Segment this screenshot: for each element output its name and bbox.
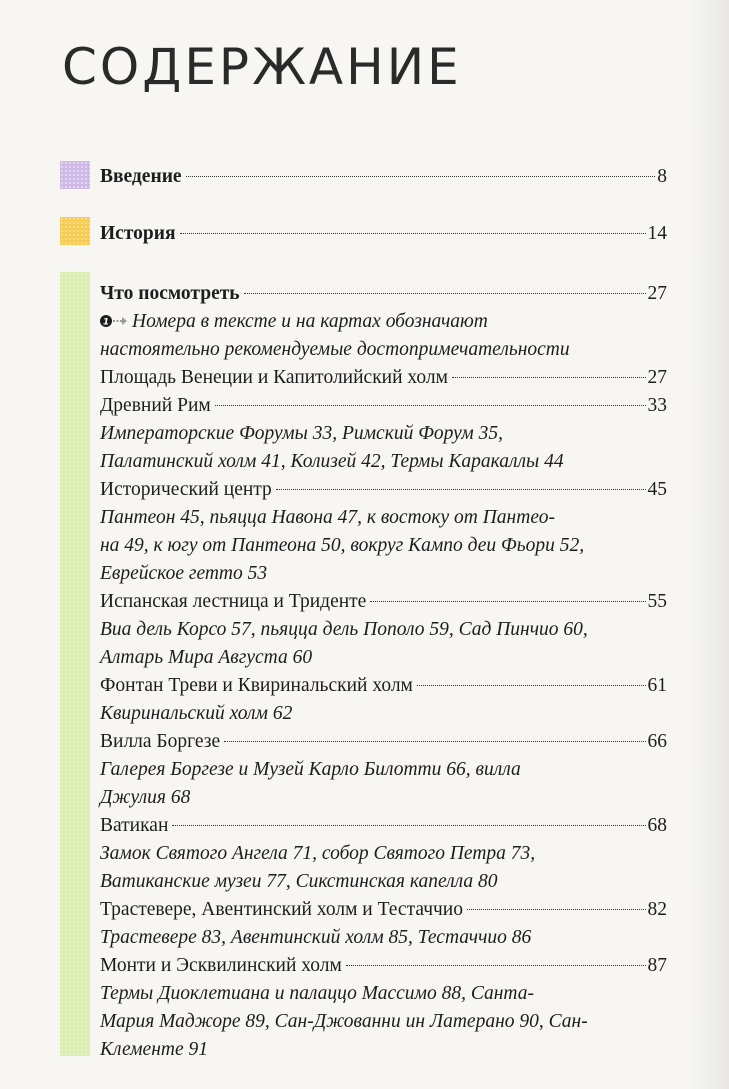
toc-description-line: Еврейское гетто 53 xyxy=(100,563,268,584)
toc-entry[interactable] xyxy=(100,672,667,700)
toc-description-line: Ватиканские музеи 77, Сикстинская капелла 80 xyxy=(100,871,498,892)
dot-leader xyxy=(180,233,646,234)
toc-description-line: Императорские Форумы 33, Римский Форум 35, xyxy=(100,423,503,444)
dot-leader xyxy=(370,601,645,602)
toc-description-line: Алтарь Мира Августа 60 xyxy=(100,647,313,668)
section-color-intro xyxy=(60,161,90,189)
svg-text:1: 1 xyxy=(102,317,110,328)
toc-entry-description xyxy=(100,924,660,952)
toc-entry[interactable] xyxy=(100,728,667,756)
toc-section-intro[interactable] xyxy=(100,163,667,191)
toc-page-number: 68 xyxy=(647,815,667,836)
toc-page-number: 82 xyxy=(647,899,667,920)
toc-entry-label: Испанская лестница и Триденте xyxy=(100,591,367,612)
toc-section-sights[interactable] xyxy=(100,280,667,308)
toc-page-number: 27 xyxy=(647,283,667,304)
toc-description-line: Мария Маджоре 89, Сан-Джованни ин Латерано 90, Сан- xyxy=(100,1011,588,1032)
toc-description-line: Галерея Боргезе и Музей Карло Билотти 66, вилла xyxy=(100,759,521,780)
toc-section-label: История xyxy=(100,223,176,244)
toc-page-number: 87 xyxy=(647,955,667,976)
dot-leader xyxy=(172,825,645,826)
legend-note xyxy=(100,308,660,364)
toc-description-line: Замок Святого Ангела 71, собор Святого Петра 73, xyxy=(100,843,536,864)
toc-page-number: 61 xyxy=(647,675,667,696)
toc-description-line: Термы Диоклетиана и палаццо Массимо 88, Санта- xyxy=(100,983,534,1004)
toc-page-number: 55 xyxy=(647,591,667,612)
section-color-history xyxy=(60,217,90,245)
dot-leader xyxy=(215,405,646,406)
toc-section-label: Введение xyxy=(100,166,182,187)
toc-entry[interactable] xyxy=(100,588,667,616)
toc-entry-description xyxy=(100,980,660,1064)
toc-description-line: Квиринальский холм 62 xyxy=(100,703,293,724)
dot-leader xyxy=(467,909,646,910)
dot-leader xyxy=(276,489,646,490)
toc-entry-description xyxy=(100,504,660,588)
legend-note-text: Номера в тексте и на картах обозначают xyxy=(132,311,488,332)
dot-leader xyxy=(452,377,646,378)
toc-entry-label: Фонтан Треви и Квиринальский холм xyxy=(100,675,413,696)
toc-entry[interactable] xyxy=(100,476,667,504)
page-edge-shadow xyxy=(689,0,729,1089)
toc-entry-label: Древний Рим xyxy=(100,395,211,416)
toc-entry[interactable] xyxy=(100,812,667,840)
toc-description-line: на 49, к югу от Пантеона 50, вокруг Кампо деи Фьори 52, xyxy=(100,535,585,556)
toc-description-line: Виа дель Корсо 57, пьяцца дель Пополо 59, Сад Пинчио 60, xyxy=(100,619,588,640)
dot-leader xyxy=(186,176,656,177)
toc-entry-label: Вилла Боргезе xyxy=(100,731,221,752)
toc-entry-label: Трастевере, Авентинский холм и Тестаччио xyxy=(100,899,463,920)
toc-page-number: 45 xyxy=(647,479,667,500)
toc-entry-label: Ватикан xyxy=(100,815,169,836)
toc-entry[interactable] xyxy=(100,952,667,980)
toc-page-number: 14 xyxy=(647,223,667,244)
toc-entry-description xyxy=(100,616,660,672)
toc-description-line: Палатинский холм 41, Колизей 42, Термы Каракаллы 44 xyxy=(100,451,564,472)
numbered-circle-arrow-icon xyxy=(100,314,128,328)
dot-leader xyxy=(244,293,646,294)
legend-note-line-2: настоятельно рекомендуемые достопримечательности xyxy=(100,339,570,360)
toc-entry-label: Исторический центр xyxy=(100,479,272,500)
toc-entry-label: Площадь Венеции и Капитолийский холм xyxy=(100,367,448,388)
toc-page-number: 33 xyxy=(647,395,667,416)
toc-entry[interactable] xyxy=(100,392,667,420)
toc-page-number: 8 xyxy=(657,166,667,187)
toc-section-label: Что посмотреть xyxy=(100,283,240,304)
toc-entry-description xyxy=(100,700,660,728)
toc-entry-description xyxy=(100,420,660,476)
dot-leader xyxy=(346,965,646,966)
toc-page-number: 27 xyxy=(647,367,667,388)
section-color-sights xyxy=(60,272,90,1056)
toc-description-line: Пантеон 45, пьяцца Навона 47, к востоку от Пантео- xyxy=(100,507,555,528)
toc-description-line: Трастевере 83, Авентинский холм 85, Тестаччио 86 xyxy=(100,927,532,948)
page-title: СОДЕРЖАНИЕ xyxy=(62,38,462,96)
dot-leader xyxy=(224,741,645,742)
dot-leader xyxy=(417,685,646,686)
toc-entry-description xyxy=(100,840,660,896)
toc-entry[interactable] xyxy=(100,896,667,924)
toc-page-number: 66 xyxy=(647,731,667,752)
toc-description-line: Джулия 68 xyxy=(100,787,191,808)
toc-section-history[interactable] xyxy=(100,220,667,248)
toc-entry-description xyxy=(100,756,660,812)
toc-description-line: Клементе 91 xyxy=(100,1039,208,1060)
toc-entry-label: Монти и Эсквилинский холм xyxy=(100,955,342,976)
legend-note-line-1 xyxy=(100,308,660,336)
toc-entry[interactable] xyxy=(100,364,667,392)
